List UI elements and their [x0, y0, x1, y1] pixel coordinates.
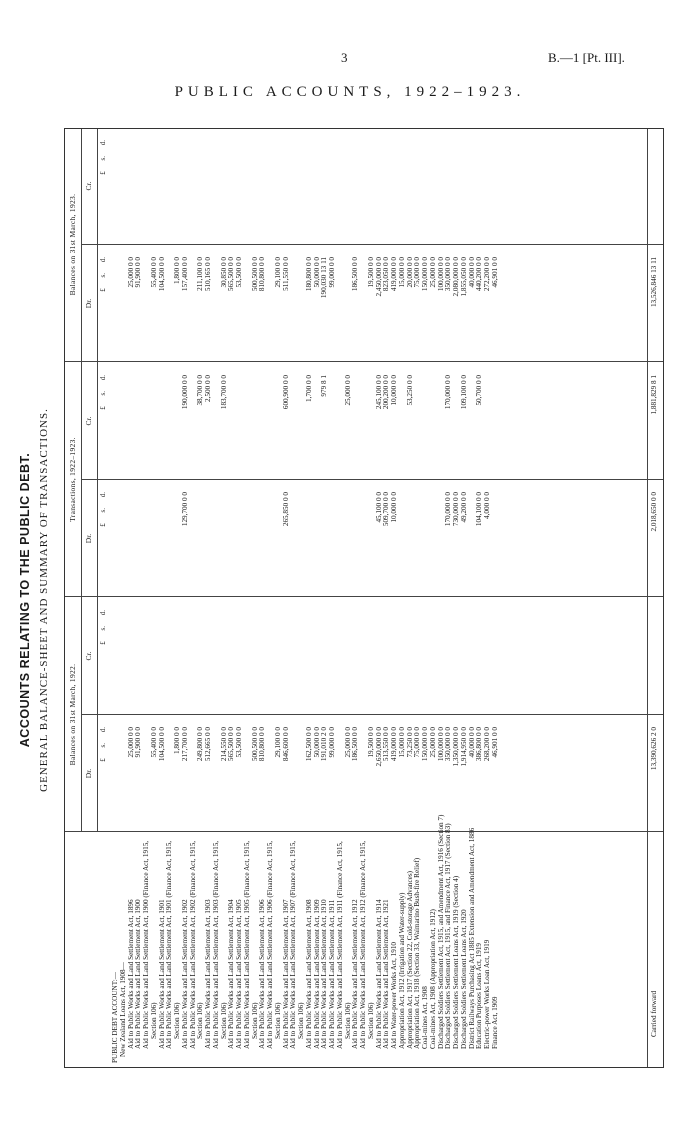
opening-dr-cell: 25,000 0 0	[126, 727, 135, 758]
opening-dr-cell: 500,500 0 0	[250, 727, 259, 762]
closing-dr-cell: 100,000 0 0	[436, 257, 445, 292]
transactions-cr-total: 1,881,829 8 1	[650, 375, 658, 415]
row-label: Aid to Public Works and Land Settlement Act, 1905 (Finance Act, 1915,	[242, 840, 251, 1049]
transactions-dr-cell: 10,000 0 0	[390, 492, 398, 523]
closing-dr-cell: 810,800 0 0	[258, 257, 267, 292]
transactions-dr-total: 2,018,650 0 0	[650, 492, 658, 532]
closing-dr-cell: 350,000 0 0	[444, 257, 453, 292]
closing-dr-cell: 272,200 0 0	[483, 257, 491, 292]
opening-dr-cell: 150,000 0 0	[421, 727, 429, 762]
transactions-cr-cell: 10,000 0 0	[390, 375, 398, 406]
row-label: Aid to Public Works and Land Settlement Act, 1900	[134, 899, 143, 1049]
closing-dr-cell: 2,080,000 0 0	[452, 257, 460, 297]
closing-dr-cell: 91,900 0 0	[134, 257, 143, 288]
row-label: Aid to Public Works and Land Settlement Act, 1901	[157, 899, 166, 1049]
closing-dr-cell: 511,550 0 0	[281, 257, 290, 291]
transactions-cr-cell: 38,700 0 0	[196, 375, 205, 406]
row-label: Aid to Public Works and Land Settlement Act, 1906	[258, 899, 267, 1049]
table-row	[492, 129, 500, 1067]
table-body	[112, 129, 500, 1067]
closing-dr-cell: 565,500 0 0	[227, 257, 236, 292]
closing-dr-cell: 75,000 0 0	[413, 257, 422, 288]
closing-dr-cell: 15,000 0 0	[397, 257, 406, 288]
opening-dr-cell: 214,550 0 0	[219, 727, 228, 762]
opening-dr-cell: 1,350,000 0 0	[452, 727, 460, 767]
opening-dr-cell: 100,000 0 0	[436, 727, 445, 762]
closing-dr-cell: 823,050 0 0	[382, 257, 391, 292]
row-label: Education Purposes Loans Act, 1919	[475, 942, 484, 1049]
unit-header: £ s. d.	[99, 257, 107, 292]
row-label: District Railways Purchasing Act 1885 Extension and Amendment Act, 1886	[467, 827, 476, 1049]
opening-dr-total: 13,390,626 2 0	[650, 727, 658, 771]
row-label: Aid to Public Works and Land Settlement Act, 1909	[312, 899, 321, 1049]
closing-dr-cell: 419,000 0 0	[390, 257, 398, 292]
row-label: Section 106)	[366, 1002, 375, 1039]
row-label: Aid to Public Works and Land Settlement Act, 1910	[320, 899, 329, 1049]
opening-dr-cell: 75,000 0 0	[413, 727, 422, 758]
closing-dr-cell: 53,500 0 0	[235, 257, 243, 288]
closing-dr-cell: 1,800 0 0	[173, 257, 181, 284]
opening-dr-cell: 25,000 0 0	[428, 727, 437, 758]
closing-dr-cell: 440,200 0 0	[475, 257, 484, 292]
table-row	[112, 129, 120, 1067]
row-label: Section 106)	[219, 1002, 228, 1039]
closing-dr-cell: 46,901 0 0	[490, 257, 499, 288]
opening-dr-cell: 513,550 0 0	[382, 727, 391, 762]
row-label: Aid to Public Works and Land Settlement Act, 1908	[304, 899, 313, 1049]
closing-dr-cell: 180,800 0 0	[304, 257, 313, 292]
row-label: Discharged Soldiers Settlement Act, 1915, and Amendment Act, 1916 (Section 7)	[436, 814, 445, 1049]
transactions-cr-cell: 979 8 1	[320, 375, 329, 397]
transactions-dr-cell: 730,000 0 0	[452, 492, 460, 527]
col-header-dr: Dr.	[84, 533, 93, 544]
transactions-dr-cell: 129,700 0 0	[180, 492, 189, 527]
row-label: Aid to Public Works and Land Settlement Act, 1912 (Finance Act, 1915,	[359, 840, 367, 1049]
unit-header: £ s. d.	[99, 492, 107, 527]
row-label: Aid to Public Works and Land Settlement Act, 1911	[328, 899, 336, 1049]
row-label: Section 106)	[297, 1002, 305, 1039]
col-header-cr: Cr.	[84, 651, 93, 661]
closing-dr-cell: 55,400 0 0	[149, 257, 158, 288]
closing-dr-total: 13,526,846 13 11	[650, 257, 658, 308]
header-rule	[97, 129, 98, 832]
opening-dr-cell: 419,000 0 0	[390, 727, 398, 762]
row-label: Aid to Public Works and Land Settlement Act, 1905	[235, 899, 243, 1049]
unit-header: £ s. d.	[99, 610, 107, 645]
closing-dr-cell: 1,855,050 0 0	[459, 257, 468, 297]
unit-header: £ s. d.	[99, 140, 107, 175]
transactions-cr-cell: 109,100 0 0	[459, 375, 468, 410]
opening-dr-cell: 186,500 0 0	[351, 727, 360, 762]
row-label: Discharged Soldiers Settlement Loans Act, 1919 (Section 4)	[452, 875, 460, 1049]
row-label: Aid to Public Works and Land Settlement Act, 1900 (Finance Act, 1915,	[142, 840, 150, 1049]
row-label: Section 106)	[343, 1002, 352, 1039]
opening-dr-cell: 15,000 0 0	[397, 727, 406, 758]
opening-dr-cell: 50,000 0 0	[312, 727, 321, 758]
row-label: Section 106)	[196, 1002, 205, 1039]
header-rule	[81, 129, 82, 832]
opening-dr-cell: 46,901 0 0	[490, 727, 499, 758]
opening-dr-cell: 1,914,950 0 0	[459, 727, 468, 767]
table-row	[337, 129, 345, 1067]
row-label: Aid to Public Works and Land Settlement Act, 1902	[180, 899, 189, 1049]
page-number: 3	[341, 50, 348, 65]
row-label: Finance Act, 1909	[490, 996, 499, 1049]
col-header-cr: Cr.	[84, 181, 93, 191]
row-label: New Zealand Loans Act, 1908—	[118, 962, 127, 1057]
closing-dr-cell: 40,000 0 0	[467, 257, 476, 288]
opening-dr-cell: 99,000 0 0	[328, 727, 336, 758]
col-header-dr: Dr.	[84, 298, 93, 309]
row-label: Section 106)	[149, 1002, 158, 1039]
opening-dr-cell: 53,500 0 0	[235, 727, 243, 758]
row-label: Discharged Soldiers Settlement Act, 1915, and Finance Act, 1917 (Section 83)	[444, 823, 453, 1049]
transactions-cr-cell: 170,000 0 0	[444, 375, 453, 410]
row-label: Aid to Public Works and Land Settlement Act, 1903 (Finance Act, 1915,	[211, 840, 220, 1049]
row-label: Aid to Public Works and Land Settlement Act, 1911 (Finance Act, 1915,	[335, 841, 344, 1049]
row-label: Coal-mines Act, 1908 (Appropriation Act, 1912)	[428, 909, 437, 1049]
row-label: Appropriation Act, 1917 (Section 22, Cold-storage Advances)	[405, 870, 414, 1049]
row-label: Aid to Public Works and Land Settlement Act, 1912	[351, 899, 360, 1049]
table-row	[290, 129, 298, 1067]
transactions-dr-cell: 265,850 0 0	[281, 492, 290, 527]
row-label: Appropriation Act, 1912 (Irrigation and Water-supply)	[397, 892, 406, 1049]
closing-dr-cell: 104,500 0 0	[157, 257, 166, 292]
transactions-dr-cell: 45,100 0 0	[374, 492, 383, 523]
opening-dr-cell: 19,500 0 0	[366, 727, 375, 758]
opening-dr-cell: 25,000 0 0	[343, 727, 352, 758]
closing-dr-cell: 50,000 0 0	[312, 257, 321, 288]
opening-dr-cell: 191,010 2 0	[320, 727, 329, 762]
transactions-cr-cell: 1,700 0 0	[304, 375, 313, 402]
closing-dr-cell: 157,400 0 0	[180, 257, 189, 292]
transactions-cr-cell: 245,100 0 0	[374, 375, 383, 410]
transactions-dr-cell: 509,700 0 0	[382, 492, 391, 527]
row-label: Coal-mines Act, 1908	[421, 986, 429, 1049]
page-title: PUBLIC ACCOUNTS, 1922–1923.	[174, 84, 526, 100]
transactions-dr-cell: 170,000 0 0	[444, 492, 453, 527]
opening-dr-cell: 2,650,000 0 0	[374, 727, 383, 767]
opening-dr-cell: 846,600 0 0	[281, 727, 290, 762]
closing-dr-cell: 2,450,000 0 0	[374, 257, 383, 297]
closing-dr-cell: 150,000 0 0	[421, 257, 429, 292]
row-label: Aid to Public Works and Land Settlement Act, 1896	[126, 899, 135, 1049]
closing-dr-cell: 20,000 0 0	[405, 257, 414, 288]
document-reference: B.—1 [Pt. III].	[548, 50, 625, 65]
closing-dr-cell: 29,100 0 0	[273, 257, 282, 288]
col-header-dr: Dr.	[84, 768, 93, 779]
row-label: Aid to Public Works and Land Settlement Act, 1902 (Finance Act, 1915,	[188, 840, 197, 1049]
row-label: PUBLIC DEBT ACCOUNT:—	[111, 972, 119, 1063]
opening-dr-cell: 386,800 0 0	[475, 727, 484, 762]
opening-dr-cell: 512,665 0 0	[204, 727, 212, 762]
row-label: Aid to Public Works and Land Settlement Act, 1907	[281, 899, 290, 1049]
group-header-closing: Balances on 31st March, 1923.	[68, 193, 77, 296]
transactions-cr-cell: 2,500 0 0	[204, 375, 212, 402]
row-label: Section 106)	[273, 1002, 282, 1039]
row-label: Aid to Public Works and Land Settlement Act, 1906 (Finance Act, 1915,	[266, 840, 274, 1049]
opening-dr-cell: 565,500 0 0	[227, 727, 236, 762]
closing-dr-cell: 30,850 0 0	[219, 257, 228, 288]
closing-dr-cell: 186,500 0 0	[351, 257, 360, 292]
row-label: Aid to Public Works and Land Settlement Act, 1914	[374, 899, 383, 1049]
opening-dr-cell: 162,500 0 0	[304, 727, 313, 762]
row-label: Appropriation Act, 1918 (Section 33, Waimarino Bush-fire Relief)	[413, 857, 422, 1049]
closing-dr-cell: 190,030 13 11	[320, 257, 329, 299]
closing-dr-cell: 19,500 0 0	[366, 257, 375, 288]
transactions-cr-cell: 25,000 0 0	[343, 375, 352, 406]
transactions-dr-cell: 104,100 0 0	[475, 492, 484, 527]
transactions-cr-cell: 50,700 0 0	[475, 375, 484, 406]
row-label: Aid to Public Works and Land Settlement Act, 1903	[204, 899, 212, 1049]
transactions-cr-cell: 183,700 0 0	[219, 375, 228, 410]
opening-dr-cell: 91,900 0 0	[134, 727, 143, 758]
balance-table	[64, 128, 664, 1068]
opening-dr-cell: 104,500 0 0	[157, 727, 166, 762]
row-label: Aid to Public Works and Land Settlement Act, 1901 (Finance Act, 1915,	[165, 840, 174, 1049]
closing-dr-cell: 25,000 0 0	[428, 257, 437, 288]
row-label: Carried forward	[650, 990, 658, 1037]
group-header-opening: Balances on 31st March, 1922.	[68, 663, 77, 766]
opening-dr-cell: 55,400 0 0	[149, 727, 158, 758]
unit-header: £ s. d.	[99, 727, 107, 762]
closing-dr-cell: 211,100 0 0	[196, 257, 205, 291]
sheet-subheading: GENERAL BALANCE-SHEET AND SUMMARY OF TRANSACTIONS.	[38, 408, 50, 792]
row-label: Aid to Water-power Works Act, 1910	[390, 941, 398, 1049]
col-header-cr: Cr.	[84, 416, 93, 426]
opening-dr-cell: 1,800 0 0	[173, 727, 181, 754]
row-label: Discharged Soldiers Settlement Loans Act, 1920	[459, 909, 468, 1049]
opening-dr-cell: 268,200 0 0	[483, 727, 491, 762]
opening-dr-cell: 73,250 0 0	[405, 727, 414, 758]
transactions-cr-cell: 53,250 0 0	[405, 375, 414, 406]
table-row-carried-forward	[647, 129, 660, 1067]
transactions-dr-cell: 49,200 0 0	[459, 492, 468, 523]
opening-dr-cell: 350,000 0 0	[444, 727, 453, 762]
sheet-heading: ACCOUNTS RELATING TO THE PUBLIC DEBT.	[18, 452, 32, 748]
row-label: Aid to Public Works and Land Settlement Act, 1904	[227, 899, 236, 1049]
opening-dr-cell: 810,800 0 0	[258, 727, 267, 762]
opening-dr-cell: 40,000 0 0	[467, 727, 476, 758]
row-label: Aid to Public Works and Land Settlement Act, 1907 (Finance Act, 1915,	[289, 840, 298, 1049]
transactions-dr-cell: 4,000 0 0	[483, 492, 491, 519]
closing-dr-cell: 510,165 0 0	[204, 257, 212, 292]
row-label: Electric-power Works Loan Act, 1919	[483, 939, 491, 1049]
transactions-cr-cell: 600,900 0 0	[281, 375, 290, 410]
opening-dr-cell: 217,700 0 0	[180, 727, 189, 762]
transactions-cr-cell: 200,200 0 0	[382, 375, 391, 410]
closing-dr-cell: 500,500 0 0	[250, 257, 259, 292]
closing-dr-cell: 25,000 0 0	[126, 257, 135, 288]
closing-dr-cell: 99,000 0 0	[328, 257, 336, 288]
row-label: Section 106)	[250, 1002, 259, 1039]
opening-dr-cell: 249,800 0 0	[196, 727, 205, 762]
opening-dr-cell: 29,100 0 0	[273, 727, 282, 758]
rotated-balance-sheet	[12, 120, 684, 1080]
row-label: Section 106)	[173, 1002, 181, 1039]
row-label: Aid to Public Works and Land Settlement Act, 1921	[382, 899, 391, 1049]
unit-header: £ s. d.	[99, 375, 107, 410]
group-header-transactions: Transactions, 1922–1923.	[68, 437, 77, 522]
transactions-cr-cell: 190,000 0 0	[180, 375, 189, 410]
